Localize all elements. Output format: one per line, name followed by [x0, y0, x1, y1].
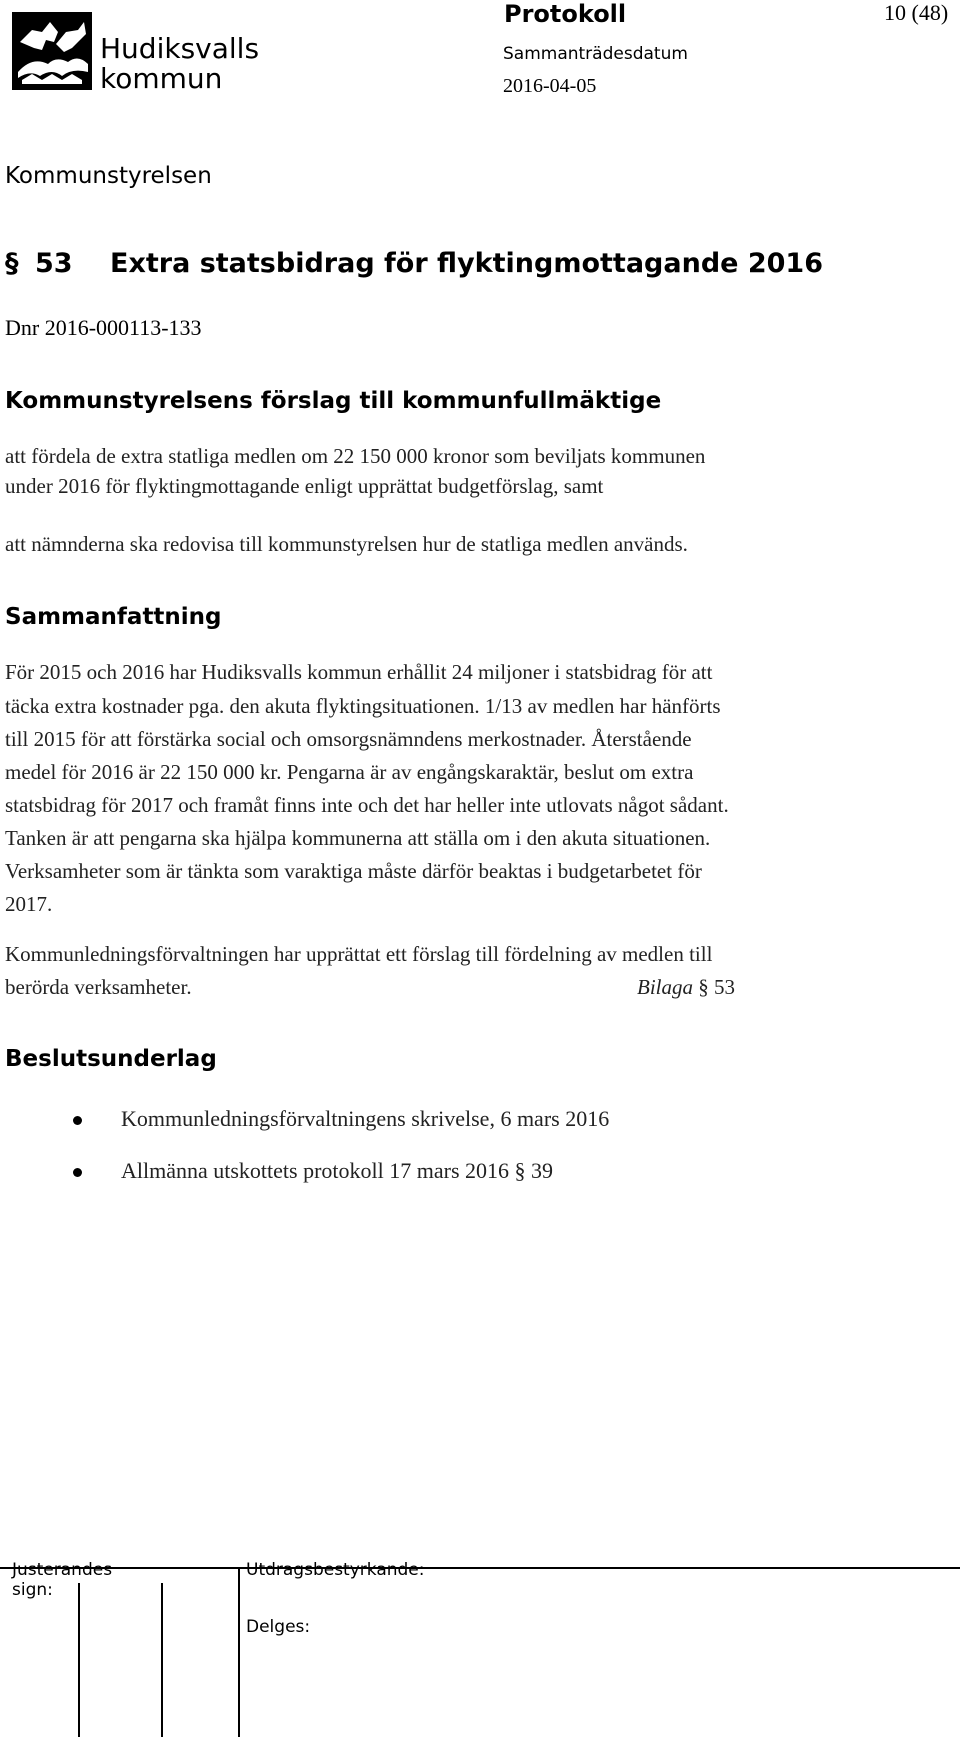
attachment-reference	[637, 975, 735, 1000]
case-number: Dnr 2016-000113-133	[5, 315, 202, 340]
municipality-logo-text	[100, 34, 259, 94]
paragraph-title-text: Extra statsbidrag för flyktingmottagande 2016	[110, 248, 824, 279]
summary-line: medel för 2016 är 22 150 000 kr. Pengarna är av engångskaraktär, beslut om extra	[5, 760, 694, 784]
distribution-label: Delges:	[246, 1617, 311, 1637]
extract-certification-label: Utdragsbestyrkande:	[246, 1560, 425, 1580]
preparation-line: berörda verksamheter.	[5, 975, 192, 999]
adjuster-label-line2: sign:	[12, 1580, 53, 1600]
signature-box-line	[161, 1583, 163, 1737]
summary-line: Verksamheter som är tänkta som varaktiga måste därför beaktas i budgetarbetet för	[5, 859, 702, 883]
proposal-line: under 2016 för flyktingmottagande enligt upprättat budgetförslag, samt	[5, 474, 604, 498]
paragraph-sign: §	[5, 248, 19, 279]
meeting-date-label: Sammanträdesdatum	[503, 44, 688, 64]
bullet-icon	[73, 1116, 82, 1125]
signature-box-line	[78, 1583, 80, 1737]
summary-line: täcka extra kostnader pga. den akuta flyktingsituationen. 1/13 av medlen har hänförts	[5, 694, 721, 718]
document-type: Protokoll	[504, 0, 627, 28]
body-name: Kommunstyrelsen	[5, 163, 212, 189]
adjuster-label	[12, 1560, 112, 1600]
meeting-date: 2016-04-05	[503, 75, 597, 97]
proposal-line: att nämnderna ska redovisa till kommunstyrelsen hur de statliga medlen används.	[5, 532, 688, 556]
bullet-icon	[73, 1168, 82, 1177]
municipality-logo-icon	[12, 12, 92, 90]
summary-line: statsbidrag för 2017 och framåt finns inte och det har heller inte utlovats något sådant.	[5, 793, 729, 817]
attachment-label: Bilaga	[637, 975, 693, 999]
list-item-text: Kommunledningsförvaltningens skrivelse, 6 mars 2016	[121, 1106, 610, 1131]
proposal-line: att fördela de extra statliga medlen om 22 150 000 kronor som beviljats kommunen	[5, 444, 706, 468]
paragraph-number: 53	[35, 248, 73, 279]
footer-divider	[238, 1567, 240, 1737]
page-number: 10 (48)	[884, 0, 949, 25]
preparation-line: Kommunledningsförvaltningen har upprättat ett förslag till fördelning av medlen till	[5, 942, 713, 966]
paragraph-title	[5, 248, 823, 279]
logo-text-line2: kommun	[100, 62, 223, 95]
summary-line: 2017.	[5, 892, 53, 916]
footer-rule	[0, 1567, 960, 1569]
summary-line: Tanken är att pengarna ska hjälpa kommunerna att ställa om i den akuta situationen.	[5, 826, 711, 850]
logo-text-line1: Hudiksvalls	[100, 32, 260, 65]
adjuster-label-line1: Justerandes	[12, 1560, 113, 1580]
summary-heading: Sammanfattning	[5, 604, 222, 630]
summary-line: För 2015 och 2016 har Hudiksvalls kommun erhållit 24 miljoner i statsbidrag för att	[5, 660, 713, 684]
proposal-heading: Kommunstyrelsens förslag till kommunfullmäktige	[5, 388, 662, 414]
list-item-text: Allmänna utskottets protokoll 17 mars 2016 § 39	[121, 1158, 554, 1183]
attachment-number: § 53	[698, 975, 735, 999]
decision-basis-heading: Beslutsunderlag	[5, 1046, 217, 1072]
summary-line: till 2015 för att förstärka social och omsorgsnämndens merkostnader. Återstående	[5, 727, 692, 751]
